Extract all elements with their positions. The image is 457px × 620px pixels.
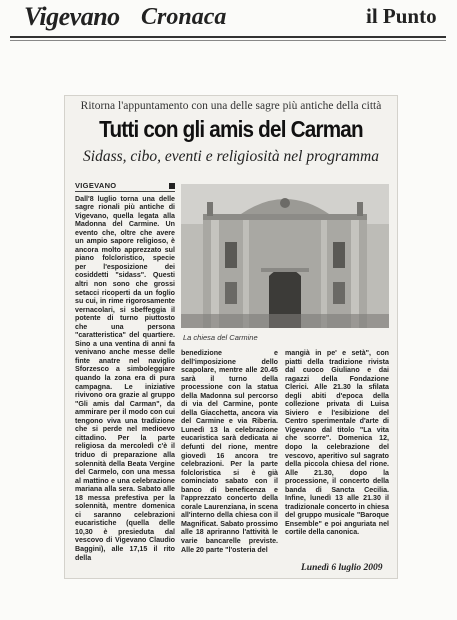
article-kicker: Ritorna l'appuntamento con una delle sagre più antiche della città (80, 100, 382, 112)
article-subhead: Sidass, cibo, eventi e religiosità nel programma (83, 148, 379, 165)
church-photo (181, 184, 389, 328)
publication-date: Lunedì 6 luglio 2009 (301, 563, 383, 573)
photo-caption: La chiesa del Carmine (183, 333, 258, 342)
church-facade-image (181, 184, 389, 328)
masthead-rule (10, 36, 446, 38)
newspaper-clipping (64, 95, 398, 579)
masthead-section: Cronaca (141, 4, 227, 30)
article-column-3: mangià in pe' e setà", con piatti della tradizione rivista dal cuoco Giuliano e dai ragazzi della Fondazione Clerici. Alle 21.30 la sfilata degli abiti d'epoca della collezione privata di Luisa Siviero e l'esibizione del Centro sperimentale d'arte di Vigevano dal titolo "La vita che scorre". Domenica 12, dopo la celebrazione del vescovo, aperitivo sul sagrato della piccola chiesa del rione. Alle 21.30, dopo la processione, il concerto della banda di Sancta Cecilia. Infine, lunedì 13 alle 21.30 il tradizionale concerto in chiesa del gruppo musicale "Baroque Ensemble" e poi anguriata nel cortile della canonica. (285, 349, 389, 537)
masthead (0, 0, 457, 44)
masthead-paper-name: il Punto (366, 4, 437, 28)
article-column-2: benedizione e dell'imposizione dello scapolare, mentre alle 20.45 sarà il turno della processione con la statua della Madonna sul percorso di via del Carmine, ponte della Giacchetta, ancora via del Carmine e via Riberia. Lunedì 13 la celebrazione eucaristica sarà dedicata ai defunti del rione, mentre giovedì 16 ancora tre celebrazioni. Per la parte folcloristica si è già cominciato sabato con il banco di beneficenza e l'apprezzato concerto della corale Laurenziana, in scena all'interno della chiesa con il Magnificat. Sabato prossimo alle 18 apriranno l'attività le varie bancarelle previste. Alle 20 parte "l'osteria del (181, 349, 278, 554)
masthead-rule-thin (10, 40, 446, 41)
article-column-1-text: Dall'8 luglio torna una delle sagre rionali più antiche di Vigevano, quella legata alla Madonna del Carmine. Un evento che, oltre che avere un ampio sapore religioso, è ancora molto apprezzato sul piano folcloristico, specie per l'esposizione dei cosiddetti "sidass". Questi altri non sono che grossi setacci ricoperti da un foglio su cui, in rime rigorosamente vernacolari, si sbeffeggia il potente di turno piuttosto che una persona "caratteristica" del quartiere. Sino a una ventina di anni fa venivano anche messe delle finte anatre nel naviglio Sforzesco a simboleggiare quando la zona era di pura campagna. Le iniziative rivivono ora grazie al gruppo "Gli amis dal Carman", da ammirare per il modo con cui tengono viva una tradizione che si perde nel medioevo cittadino. Per la parte religiosa da mercoledì c'è il triduo di preparazione alla solennità della Beata Vergine del Carmelo, con una messa al mattino e una celebrazione mariana alla sera. Sabato alle 18 messa prefestiva per la solennità, mentre domenica ci saranno celebrazioni eucaristiche (quella delle 10,30 è presieduta dal vescovo di Vigevano Claudio Baggini), alle 17,15 il rito della (75, 194, 175, 562)
article-headline: Tutti con gli amis del Carman (99, 116, 363, 142)
article-column-1 (75, 182, 175, 572)
dateline-place: VIGEVANO (75, 182, 175, 192)
masthead-city: Vigevano (24, 2, 120, 31)
